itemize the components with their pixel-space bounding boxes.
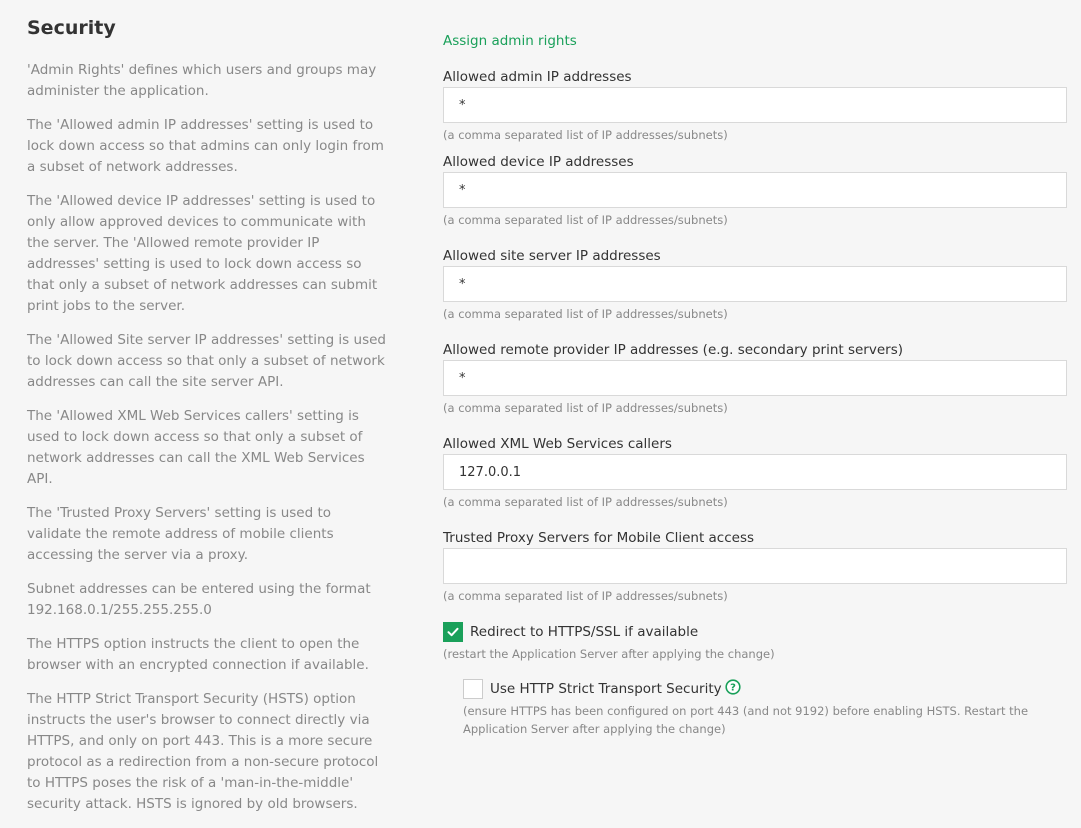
https-redirect-checkbox[interactable]: [443, 622, 463, 642]
field-label: Trusted Proxy Servers for Mobile Client access: [443, 530, 755, 546]
hsts-label[interactable]: Use HTTP Strict Transport Security: [490, 681, 722, 697]
field-remote-provider-ip: [443, 341, 1067, 416]
field-admin-ip: [443, 68, 1067, 143]
hsts-note: (ensure HTTPS has been configured on port 443 (and not 9192) before enabling HSTS. Restart the Application Server after applying the change): [463, 704, 1029, 736]
field-device-ip: [443, 153, 1067, 228]
field-xml-web-services: [443, 435, 1067, 510]
field-help: (a comma separated list of IP addresses/subnets): [443, 213, 728, 227]
description-https: The HTTPS option instructs the client to open the browser with an encrypted connection if available.: [27, 636, 369, 673]
description-subnet-format: Subnet addresses can be entered using the format 192.168.0.1/255.255.255.0: [27, 581, 371, 618]
field-help: (a comma separated list of IP addresses/subnets): [443, 401, 728, 415]
field-label: Allowed XML Web Services callers: [443, 436, 672, 452]
description-admin-ip: The 'Allowed admin IP addresses' setting is used to lock down access so that admins can only login from a subset of network addresses.: [27, 117, 384, 175]
remote-provider-ip-input[interactable]: [443, 360, 1067, 396]
description-admin-rights: 'Admin Rights' defines which users and groups may administer the application.: [27, 62, 377, 99]
question-circle-icon[interactable]: [725, 679, 741, 699]
field-label: Allowed device IP addresses: [443, 154, 634, 170]
description-trusted-proxy: The 'Trusted Proxy Servers' setting is used to validate the remote address of mobile clients accessing the server via a proxy.: [27, 505, 334, 563]
admin-ip-input[interactable]: [443, 87, 1067, 123]
field-help: (a comma separated list of IP addresses/subnets): [443, 307, 728, 321]
checkmark-icon: [446, 625, 460, 639]
section-title: Security: [27, 17, 116, 39]
description-device-ip: The 'Allowed device IP addresses' setting is used to only allow approved devices to communicate with the server. The 'Allowed remote provider IP addresses' setting is used to lock down access so that only a subset of network addresses can submit print jobs to the server.: [27, 193, 378, 314]
hsts-checkbox[interactable]: [463, 679, 483, 699]
hsts-option: [463, 679, 741, 699]
trusted-proxy-input[interactable]: [443, 548, 1067, 584]
description-site-server-ip: The 'Allowed Site server IP addresses' setting is used to lock down access so that only a subset of network addresses can call the site server API.: [27, 332, 386, 390]
field-label: Allowed admin IP addresses: [443, 69, 632, 85]
https-redirect-label[interactable]: Redirect to HTTPS/SSL if available: [470, 624, 699, 640]
field-help: (a comma separated list of IP addresses/subnets): [443, 589, 728, 603]
description-list: [27, 60, 387, 815]
assign-admin-rights-link[interactable]: Assign admin rights: [443, 33, 577, 49]
description-panel: [27, 14, 387, 828]
description-xml-web-services: The 'Allowed XML Web Services callers' setting is used to lock down access so that only a subset of network addresses can call the XML Web Services API.: [27, 408, 365, 487]
field-site-server-ip: [443, 247, 1067, 322]
site-server-ip-input[interactable]: [443, 266, 1067, 302]
field-label: Allowed remote provider IP addresses (e.g. secondary print servers): [443, 342, 903, 358]
device-ip-input[interactable]: [443, 172, 1067, 208]
field-trusted-proxy: [443, 529, 1067, 604]
svg-text:?: ?: [729, 682, 736, 694]
field-help: (a comma separated list of IP addresses/subnets): [443, 495, 728, 509]
https-note: (restart the Application Server after applying the change): [443, 647, 775, 661]
xml-web-services-input[interactable]: [443, 454, 1067, 490]
field-label: Allowed site server IP addresses: [443, 248, 661, 264]
https-redirect-option: [443, 622, 698, 642]
description-hsts: The HTTP Strict Transport Security (HSTS) option instructs the user's browser to connect directly via HTTPS, and only on port 443. This is a more secure protocol as a redirection from a non-secure protocol to HTTPS poses the risk of a 'man-in-the-middle' security attack. HSTS is ignored by old browsers.: [27, 691, 379, 812]
field-help: (a comma separated list of IP addresses/subnets): [443, 128, 728, 142]
